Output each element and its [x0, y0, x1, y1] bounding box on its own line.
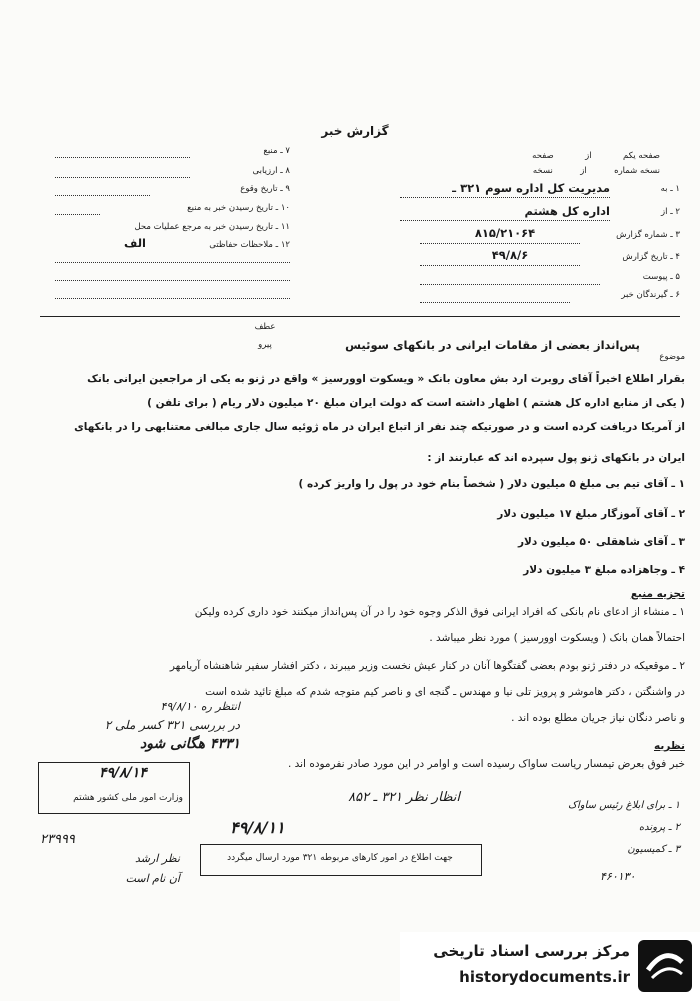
field-from-value: اداره کل هشتم — [524, 204, 610, 218]
source-eval-label: تجزیه منبع — [630, 588, 685, 600]
field-occurrence-date-label: ۹ ـ تاریخ وقوع — [240, 184, 290, 194]
handwritten-mid-1: انظار نظر ۳۲۱ ـ ۸۵۲ — [348, 790, 460, 805]
field-to-label: ۱ ـ به — [660, 184, 680, 194]
handwritten-right-number: ۴۶۰۱۳۰ — [600, 870, 636, 883]
watermark-bar — [400, 932, 700, 1001]
field-received-local-label: ۱۱ ـ تاریخ رسیدن خبر به مرجع عملیات محل — [134, 222, 290, 232]
subject-text: پس‌انداز بعضی از مقامات ایرانی در بانکهای سوئیس — [345, 338, 640, 352]
page-number — [510, 151, 660, 161]
field-recipients-label: ۶ ـ گیرندگان خبر — [621, 290, 680, 300]
commander-text: خبر فوق بعرض تیمسار ریاست ساواک رسیده است و اوامر در این مورد صادر نفرموده اند . — [287, 758, 685, 770]
page-number-from: از — [585, 151, 592, 161]
watermark-url: historydocuments.ir — [459, 968, 630, 986]
handwritten-note-2: در بررسی ۳۲۱ کسر ملی ۲ — [104, 718, 240, 732]
source-eval-line-1: ۱ ـ منشاء از ادعای نام بانکی که افراد ایرانی فوق الذکر وجوه خود را در آن پس‌انداز میکنند خود داری کرده ولیکن — [194, 606, 685, 618]
field-report-date-value: ۴۹/۸/۶ — [491, 248, 529, 262]
field-evaluation-label: ۸ ـ ارزیابی — [252, 166, 290, 176]
source-eval-line-4: در واشنگتن ، دکتر هاموشر و پرویز تلی نیا و مهندس ـ گنجه ای و ناصر کیم متوجه شدم که مبلغ تائید شده است — [205, 686, 685, 698]
copy-number-from: از — [580, 166, 587, 176]
copy-number-label: نسخه شماره — [614, 166, 660, 176]
list-item-1: ۱ ـ آقای تیم بی مبلغ ۵ میلیون دلار ( شخصاً بنام خود در پول را واریز کرده ) — [298, 478, 685, 490]
handwritten-right-1: ۱ ـ برای ابلاغ رئیس ساواک — [568, 800, 680, 811]
source-eval-line-2: احتمالاً همان بانک ( ویسکوت اوورسیز ) مورد نظر میباشد . — [429, 632, 685, 644]
handwritten-right-2: ۲ ـ پرونده — [638, 822, 680, 833]
stamp-text: وزارت امور ملی کشور هشتم — [73, 793, 183, 803]
field-report-no-value: ۸۱۵/۲۱۰۶۴ — [474, 226, 536, 240]
handwritten-mid-2: ۴۹/۸/۱۱ — [230, 818, 285, 837]
list-item-3: ۳ ـ آقای شاهقلی ۵۰ میلیون دلار — [518, 536, 685, 548]
source-eval-line-5: و ناصر دنگان نیاز جریان مطلع بوده اند . — [511, 712, 685, 724]
subject-label: موضوع — [659, 352, 685, 362]
routing-box — [200, 844, 482, 876]
field-received-source-label: ۱۰ ـ تاریخ رسیدن خبر به منبع — [187, 203, 290, 213]
list-item-2: ۲ ـ آقای آموزگار مبلغ ۱۷ میلیون دلار — [497, 508, 685, 520]
body-line-1: بقرار اطلاع اخیراً آقای روبرت ارد بش معاون بانک « ویسکوت اوورسیز » واقع در ژنو به یکی از مراجعین ایرانی بانک — [87, 373, 685, 385]
field-to-value: مدیریت کل اداره سوم ۳۲۱ ـ — [452, 181, 610, 195]
field-attachment-label: ۵ ـ پیوست — [642, 272, 680, 282]
reference-label: عطف — [254, 322, 276, 332]
receipt-stamp — [38, 762, 190, 814]
document-number: ۲۳۹۹۹ — [40, 832, 75, 847]
watermark-logo-icon — [638, 940, 692, 992]
body-line-4: ایران در بانکهای ژنو پول سپرده اند که عبارتند از : — [427, 452, 685, 464]
field-report-date-label: ۴ ـ تاریخ گزارش — [622, 252, 680, 262]
field-report-no-label: ۳ ـ شماره گزارش — [616, 230, 680, 240]
handwritten-note-3: ۴۳۳۱ هگانی شود — [140, 736, 240, 752]
signature-2: آن نام است — [125, 872, 180, 885]
routing-text: جهت اطلاع در امور کارهای مربوطه ۳۲۱ مورد ارسال میگردد — [227, 853, 453, 863]
followup-label: پیرو — [258, 340, 272, 350]
field-security-notes-value: الف — [124, 236, 146, 250]
handwritten-note-1: انتظر ره ۴۹/۸/۱۰ — [160, 700, 240, 713]
page-number-label: صفحه یکم — [623, 151, 660, 161]
handwritten-right-3: ۳ ـ کمیسیون — [627, 844, 680, 855]
body-line-3: از آمریکا دریافت کرده است و در صورتیکه چند نفر از اتباع ایران در ماه ژوئیه سال جاری مبالغی معتنابهی را در بانکهای — [74, 421, 685, 433]
report-title: گزارش خبر — [321, 124, 389, 138]
copy-number — [510, 166, 660, 176]
body-line-2: ( یکی از منابع اداره کل هشتم ) اظهار داشته است که دولت ایران مبلغ ۲۰ میلیون دلار ریام ( برای تلفن ) — [147, 397, 685, 409]
list-item-4: ۴ ـ وجاهزاده مبلغ ۳ میلیون دلار — [523, 564, 685, 576]
commander-label: نظریه — [653, 740, 685, 752]
watermark-name: مرکز بررسی اسناد تاریخی — [433, 942, 630, 960]
field-from-label: ۲ ـ از — [661, 207, 680, 217]
signature-1: نظر ارشد — [134, 852, 180, 865]
page-number-tail: صفحه — [532, 151, 554, 161]
source-eval-line-3: ۲ ـ موقعیکه در دفتر ژنو بودم بعضی گفتگوها آنان در کنار عیش نخست وزیر میبرند ، دکتر افشار سفیر شاهنشاه آریامهر — [169, 660, 685, 672]
field-source-label: ۷ ـ منبع — [263, 146, 290, 156]
stamp-date: ۴۹/۸/۱۴ — [99, 765, 147, 781]
field-security-notes-label: ۱۲ ـ ملاحظات حفاظتی — [209, 240, 290, 250]
copy-number-tail: نسخه — [532, 166, 553, 176]
